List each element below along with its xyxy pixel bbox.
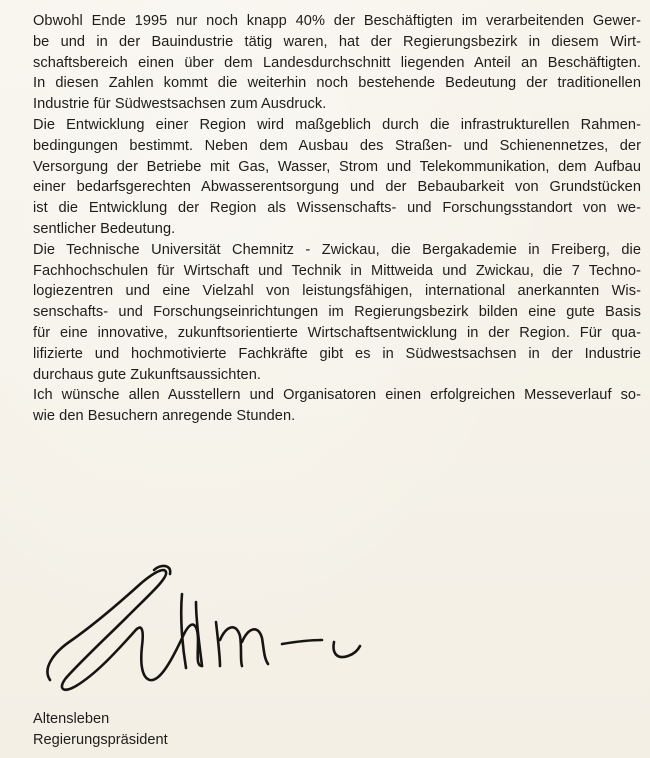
text-line: lifizierte und hochmotivierte Fachkräfte gibt es in Südwestsachsen in der Industrie [33, 345, 641, 362]
text-line: senschafts- und Forschungseinrichtungen im Regierungsbezirk bilden eine gute Basis [33, 304, 641, 321]
signer-name: Altensleben [33, 711, 110, 727]
text-line: Die Technische Universität Chemnitz - Zwickau, die Bergakademie in Freiberg, die [33, 241, 641, 258]
text-line: einer bedarfsgerechten Abwasserentsorgung und der Bebaubarkeit von Grundstücken [33, 179, 641, 196]
text-line: Versorgung der Betriebe mit Gas, Wasser, Strom und Telekommunikation, dem Aufbau [33, 158, 641, 175]
letter-body [33, 11, 641, 427]
text-line: be und in der Bauindustrie tätig waren, hat der Regierungsbezirk in diesem Wirt- [33, 33, 641, 50]
paragraph-employment [33, 11, 641, 115]
paragraph-closing [33, 385, 641, 427]
text-line: durchaus gute Zukunftsaussichten. [33, 366, 261, 383]
text-line: Industrie für Südwestsachsen zum Ausdruck. [33, 96, 327, 113]
text-line: In diesen Zahlen kommt die weiterhin noch bestehende Bedeutung der traditionellen [33, 75, 641, 92]
signer-title: Regierungspräsident [33, 731, 168, 748]
handwritten-signature [32, 560, 362, 710]
text-line: wie den Besuchern anregende Stunden. [33, 408, 296, 425]
text-line: bedingungen bestimmt. Neben dem Ausbau des Straßen- und Schienennetzes, der [33, 137, 641, 154]
text-line: logiezentren und eine Vielzahl von leistungsfähigen, international anerkannten Wis- [33, 283, 641, 300]
paragraph-research [33, 240, 641, 386]
signer-block [33, 709, 168, 751]
text-line: sentlicher Bedeutung. [33, 220, 176, 237]
text-line: Obwohl Ende 1995 nur noch knapp 40% der Beschäftigten im verarbeitenden Gewer- [33, 13, 641, 29]
text-line: für eine innovative, zukunftsorientierte Wirtschaftsentwicklung in der Region. Für qua- [33, 324, 641, 341]
paragraph-infrastructure [33, 115, 641, 240]
text-line: Fachhochschulen für Wirtschaft und Technik in Mittweida und Zwickau, die 7 Techno- [33, 262, 641, 279]
text-line: Die Entwicklung einer Region wird maßgeblich durch die infrastrukturellen Rahmen- [33, 116, 641, 133]
text-line: ist die Entwicklung der Region als Wissenschafts- und Forschungsstandort von we- [33, 200, 641, 217]
text-line: schaftsbereich einen über dem Landesdurchschnitt liegenden Anteil an Beschäftigten. [33, 54, 641, 71]
text-line: Ich wünsche allen Ausstellern und Organisatoren einen erfolgreichen Messeverlauf so- [33, 387, 641, 404]
